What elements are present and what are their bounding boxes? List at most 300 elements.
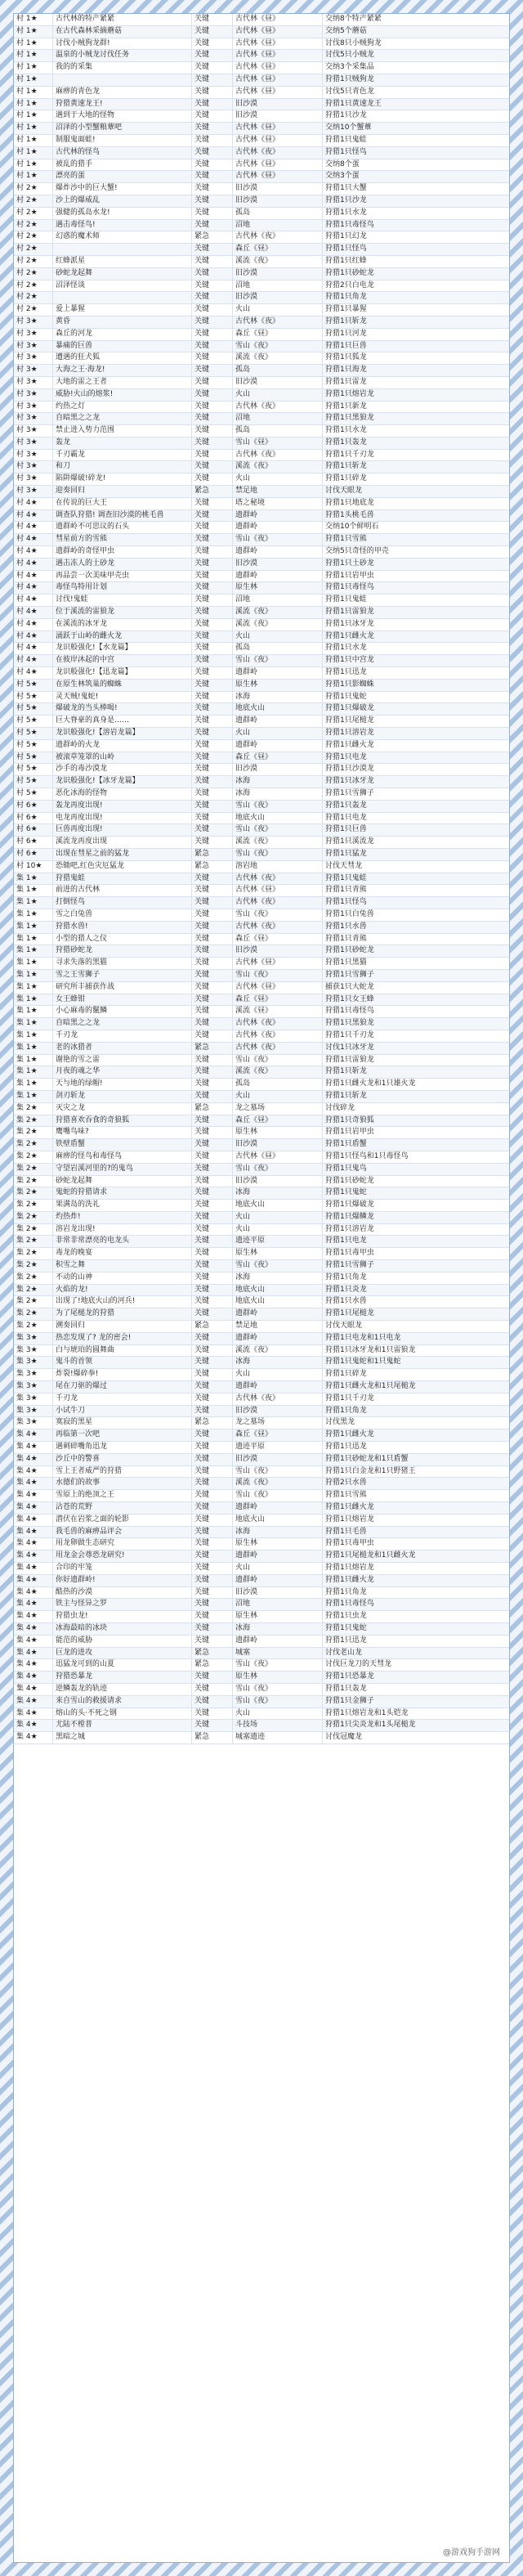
table-row [14, 776, 509, 788]
quest-rank: 村 3★ [14, 341, 53, 352]
quest-map: 地底火山 [233, 813, 323, 824]
quest-type: 关键 [192, 1490, 233, 1501]
quest-title: 沾苍的荒野 [53, 1502, 192, 1514]
quest-rank: 村 5★ [14, 703, 53, 715]
quest-title: 制服鬼面蛙! [53, 135, 192, 146]
quest-rank: 集 2★ [14, 1115, 53, 1127]
table-row [14, 885, 509, 897]
quest-rank: 村 1★ [14, 147, 53, 159]
quest-type: 关键 [192, 1357, 233, 1368]
quest-goal: 狩猎1只虫龙 [325, 1612, 367, 1621]
quest-title: 小试牛刀 [53, 1406, 192, 1417]
table-row [14, 195, 509, 208]
table-row [14, 1224, 509, 1236]
quest-goal: 狩猎1只角龙 [325, 1272, 367, 1281]
quest-type: 关键 [192, 958, 233, 969]
quest-type: 关键 [192, 413, 233, 424]
table-row [14, 922, 509, 934]
quest-type: 关键 [192, 1236, 233, 1247]
quest-map: 火山 [233, 1212, 323, 1223]
table-row [14, 1599, 509, 1611]
quest-title: 火焰的龙! [53, 1285, 192, 1296]
table-row [14, 716, 509, 728]
quest-rank: 村 1★ [14, 123, 53, 134]
quest-type: 关键 [192, 74, 233, 86]
quest-title: 鹰嘴鸟味? [53, 1127, 192, 1138]
quest-title: 鬼蛇的狩猎请求 [53, 1187, 192, 1199]
quest-type: 关键 [192, 389, 233, 401]
table-row [14, 522, 509, 534]
table-row [14, 87, 509, 99]
quest-map: 城塞遗迹 [233, 1732, 323, 1744]
quest-goal: 狩猎1只水龙 [325, 644, 367, 653]
quest-title: 被乱的猎手 [53, 159, 192, 171]
quest-type: 关键 [192, 1527, 233, 1538]
quest-map: 溪流《昼》 [233, 1006, 323, 1017]
quest-goal: 狩猎1只砂蛇龙和1只盾蟹 [325, 1454, 409, 1463]
quest-map: 旧沙漠 [233, 183, 323, 195]
quest-title: 熔山的头·不死之钢 [53, 1708, 192, 1720]
quest-type: 关键 [192, 1406, 233, 1417]
quest-type: 关键 [192, 1466, 233, 1478]
quest-rank: 集 1★ [14, 994, 53, 1006]
quest-rank: 集 2★ [14, 1151, 53, 1163]
quest-type: 紧急 [192, 1103, 233, 1115]
quest-goal: 狩猎1只溪流龙 [325, 837, 374, 846]
quest-title: 冰海最暗的冰块 [53, 1623, 192, 1635]
quest-map: 遗群岭 [233, 1381, 323, 1393]
quest-rank: 集 1★ [14, 1079, 53, 1090]
quest-map: 龙之墓场 [233, 1103, 323, 1115]
quest-title: 在原生林筑巢的蜘蛛 [53, 680, 192, 691]
quest-map: 火山 [233, 304, 323, 316]
quest-title: 电龙再度出现! [53, 813, 192, 824]
quest-title: 爆破龙的当头棒喝! [53, 703, 192, 715]
quest-map: 溪流《夜》 [233, 1478, 323, 1489]
quest-map: 冰海 [233, 1187, 323, 1199]
quest-goal: 狩猎1只爆破龙 [325, 1200, 374, 1209]
quest-rank: 集 4★ [14, 1659, 53, 1671]
table-row [14, 824, 509, 837]
table-row [14, 1708, 509, 1721]
table-row [14, 1066, 509, 1079]
quest-type: 关键 [192, 1006, 233, 1017]
table-row [14, 438, 509, 450]
quest-rank: 村 6★ [14, 837, 53, 848]
quest-title: 讨伐!鬼蛙 [53, 595, 192, 606]
quest-map: 火山 [233, 1224, 323, 1236]
quest-type: 关键 [192, 1079, 233, 1090]
quest-type: 关键 [192, 1187, 233, 1199]
table-row [14, 982, 509, 994]
quest-map: 遗群岭 [233, 740, 323, 752]
quest-map: 古代林《夜》 [233, 402, 323, 413]
quest-goal: 狩猎1只电龙 [325, 752, 367, 761]
quest-map: 古代林《昼》 [233, 62, 323, 74]
table-row [14, 1672, 509, 1684]
quest-rank: 集 2★ [14, 1321, 53, 1332]
table-row [14, 220, 509, 232]
quest-title: 灭灾之龙 [53, 1103, 192, 1115]
quest-goal: 狩猎1只千刃龙 [325, 450, 374, 459]
table-row [14, 1236, 509, 1248]
quest-goal: 讨伐冠魔龙 [325, 1733, 363, 1742]
quest-goal: 狩猎1只冰牙龙 [325, 619, 374, 628]
quest-map: 溪流《夜》 [233, 1066, 323, 1078]
quest-title: 果满岛的洗礼 [53, 1200, 192, 1211]
quest-type: 关键 [192, 1260, 233, 1272]
quest-title: 爱上暴猩 [53, 304, 192, 316]
quest-rank: 村 3★ [14, 473, 53, 485]
quest-goal: 狩猎1只鬼蛙 [325, 873, 367, 882]
quest-title: 千刃霸龙 [53, 450, 192, 461]
quest-type: 关键 [192, 220, 233, 231]
quest-rank: 集 4★ [14, 1708, 53, 1720]
quest-goal: 交纳10个蟹蕈 [325, 123, 372, 132]
quest-rank: 村 5★ [14, 692, 53, 703]
quest-type: 关键 [192, 1393, 233, 1405]
table-row [14, 1345, 509, 1358]
table-row [14, 1248, 509, 1260]
table-row [14, 110, 509, 123]
quest-goal: 狩猎1只水兽 [325, 922, 367, 931]
quest-rank: 村 6★ [14, 849, 53, 860]
quest-type: 关键 [192, 183, 233, 195]
quest-title: 在溪流的冰牙龙 [53, 619, 192, 631]
table-row [14, 1659, 509, 1672]
quest-type: 关键 [192, 1091, 233, 1102]
quest-title: 遗群岭的奇怪甲虫 [53, 546, 192, 558]
quest-title: 狩猎鬼蛙 [53, 873, 192, 885]
quest-title: 红蜂派星 [53, 256, 192, 267]
quest-type: 关键 [192, 1502, 233, 1514]
quest-map: 古代林《昼》 [233, 135, 323, 146]
quest-map: 遗群岭 [233, 1502, 323, 1514]
quest-map: 冰海 [233, 1272, 323, 1284]
table-row [14, 147, 509, 159]
quest-type: 关键 [192, 147, 233, 159]
table-row [14, 1417, 509, 1429]
quest-type: 关键 [192, 123, 233, 134]
table-row [14, 1369, 509, 1381]
quest-goal: 狩猎1只雪熊 [325, 1491, 367, 1500]
table-row [14, 619, 509, 631]
quest-goal: 狩猎1只水兽 [325, 1297, 367, 1306]
quest-goal: 狩猎1只幻龙 [325, 232, 367, 241]
quest-goal: 狩猎1只角龙 [325, 1406, 367, 1415]
quest-title: 天与地的绿帽! [53, 1079, 192, 1090]
table-row [14, 1308, 509, 1321]
quest-rank: 村 1★ [14, 50, 53, 61]
quest-map: 雪山《夜》 [233, 1164, 323, 1175]
table-row [14, 945, 509, 958]
table-row [14, 994, 509, 1007]
quest-map: 古代林《昼》 [233, 87, 323, 98]
table-row [14, 1357, 509, 1369]
quest-type: 关键 [192, 643, 233, 654]
quest-rank: 村 4★ [14, 667, 53, 679]
quest-map: 雪山《夜》 [233, 1055, 323, 1066]
table-row [14, 1648, 509, 1660]
quest-map: 遗群岭 [233, 1333, 323, 1344]
quest-type: 关键 [192, 1381, 233, 1393]
quest-title: 剑刃斩龙 [53, 1091, 192, 1102]
quest-map: 火山 [233, 631, 323, 643]
quest-goal: 狩猎1只角龙 [325, 1587, 367, 1596]
quest-type: 关键 [192, 837, 233, 848]
quest-type: 关键 [192, 1720, 233, 1731]
quest-map: 旧沙漠 [233, 1406, 323, 1417]
quest-rank: 集 3★ [14, 1417, 53, 1429]
quest-goal: 狩猎1只雌火龙 [325, 740, 374, 749]
quest-type: 关键 [192, 1139, 233, 1151]
quest-map: 冰海 [233, 776, 323, 788]
quest-rank: 村 3★ [14, 352, 53, 364]
table-row [14, 1333, 509, 1345]
quest-title: 用龙卵做生态研究 [53, 1538, 192, 1550]
quest-map: 雪山《夜》 [233, 1684, 323, 1695]
quest-rank: 集 2★ [14, 1260, 53, 1272]
quest-rank: 村 4★ [14, 607, 53, 618]
quest-rank: 集 4★ [14, 1551, 53, 1562]
quest-goal: 狩猎1只雪狮子 [325, 1261, 374, 1270]
quest-goal: 狩猎1只毒怪鸟 [325, 220, 374, 229]
quest-title: 积雪之舞 [53, 1260, 192, 1272]
quest-title: 彗星前方的雪熊 [53, 534, 192, 545]
quest-map: 冰海 [233, 692, 323, 703]
table-row [14, 231, 509, 244]
quest-goal: 狩猎1只尾槌龙和1只雌火龙 [325, 1551, 416, 1560]
quest-goal: 狩猎1只黑狼龙 [325, 414, 374, 423]
quest-title: 你好遗群岭! [53, 1575, 192, 1586]
quest-rank: 村 3★ [14, 425, 53, 437]
quest-goal: 狩猎1只女王蜂 [325, 994, 374, 1003]
quest-map: 火山 [233, 1563, 323, 1574]
quest-goal: 狩猎1只轰龙 [325, 801, 367, 810]
quest-map: 塔之秘境 [233, 498, 323, 509]
quest-title: 用龙金会尊恐龙研究! [53, 1551, 192, 1562]
quest-rank: 集 4★ [14, 1599, 53, 1610]
quest-type: 关键 [192, 1308, 233, 1320]
quest-goal: 狩猎1只熔岩龙 [325, 1564, 374, 1572]
quest-type: 关键 [192, 1127, 233, 1138]
quest-title: 被滚草笼罩的山岭 [53, 752, 192, 764]
quest-goal: 狩猎1只鬼蛇 [325, 1623, 367, 1632]
quest-map: 遗群岭 [233, 1308, 323, 1320]
quest-type: 关键 [192, 1611, 233, 1622]
quest-type: 关键 [192, 873, 233, 885]
quest-rank: 集 4★ [14, 1454, 53, 1465]
quest-goal: 狩猎1只熔岩龙 [325, 1515, 374, 1524]
quest-map: 古代林《夜》 [233, 1043, 323, 1054]
quest-goal: 狩猎1只尾槌龙 [325, 716, 374, 725]
quest-rank: 村 4★ [14, 522, 53, 533]
quest-type: 关键 [192, 244, 233, 255]
quest-title: 轰龙再度出现! [53, 801, 192, 812]
quest-goal: 狩猎1只怪鸟 [325, 245, 367, 254]
quest-rank: 集 1★ [14, 1066, 53, 1078]
quest-map: 旧沙漠 [233, 110, 323, 122]
quest-rank: 集 3★ [14, 1333, 53, 1344]
quest-map: 溪流《夜》 [233, 352, 323, 364]
quest-type: 关键 [192, 607, 233, 618]
table-row [14, 498, 509, 510]
quest-rank: 集 3★ [14, 1406, 53, 1417]
quest-rank: 村 5★ [14, 776, 53, 788]
quest-type: 关键 [192, 655, 233, 666]
quest-goal: 狩猎1只鬼蛇 [325, 1188, 367, 1197]
quest-title: 位于溪流的雷狼龙 [53, 607, 192, 618]
table-row [14, 1091, 509, 1103]
quest-type: 关键 [192, 171, 233, 182]
quest-type: 关键 [192, 1018, 233, 1030]
quest-map: 原生林 [233, 1672, 323, 1683]
quest-type: 关键 [192, 38, 233, 50]
quest-type: 关键 [192, 1587, 233, 1599]
quest-rank: 村 5★ [14, 680, 53, 691]
quest-goal: 狩猎1只怪鸟和1只毒怪鸟 [325, 1151, 409, 1160]
quest-map: 雪山《夜》 [233, 801, 323, 812]
quest-rank: 村 2★ [14, 183, 53, 195]
quest-rank: 集 1★ [14, 897, 53, 909]
quest-type: 紧急 [192, 1321, 233, 1332]
quest-goal: 讨伐8只小贼狗龙 [325, 38, 382, 47]
quest-map: 遗迹平原 [233, 1236, 323, 1247]
table-row [14, 1115, 509, 1128]
quest-map: 原生林 [233, 1611, 323, 1622]
quest-goal: 狩猎1只沙龙 [325, 111, 367, 120]
quest-rank: 集 2★ [14, 1103, 53, 1115]
table-row [14, 897, 509, 909]
table-row [14, 1429, 509, 1442]
quest-title: 寻求失落的黑猫 [53, 958, 192, 969]
quest-goal: 狩猎1只砂蛇龙 [325, 946, 374, 955]
quest-title: 守望岩溪河里的?的鬼鸟 [53, 1164, 192, 1175]
quest-title: 打倒怪鸟 [53, 897, 192, 909]
quest-rank: 村 5★ [14, 740, 53, 752]
quest-goal: 狩猎1只毛兽 [325, 1527, 367, 1536]
quest-map: 森丘《昼》 [233, 994, 323, 1006]
quest-map: 沼地 [233, 413, 323, 424]
quest-type: 关键 [192, 1066, 233, 1078]
quest-type: 关键 [192, 1672, 233, 1683]
quest-rank: 集 3★ [14, 1369, 53, 1380]
quest-rank: 集 2★ [14, 1164, 53, 1175]
quest-goal: 狩猎1只毒甲虫 [325, 1539, 374, 1548]
quest-type: 关键 [192, 1429, 233, 1441]
quest-title: 陷阱爆破!碎龙! [53, 473, 192, 485]
quest-rank: 集 4★ [14, 1684, 53, 1695]
table-row [14, 99, 509, 111]
quest-map: 古代林《夜》 [233, 450, 323, 461]
quest-type: 关键 [192, 1164, 233, 1175]
quest-type: 关键 [192, 498, 233, 509]
table-row [14, 680, 509, 692]
table-row [14, 1442, 509, 1454]
quest-map: 古代林《昼》 [233, 123, 323, 134]
quest-goal: 狩猎1只雷狼龙 [325, 1055, 374, 1064]
quest-type: 关键 [192, 402, 233, 413]
quest-title: 灼热炸! [53, 1212, 192, 1223]
quest-goal: 狩猎1只奇狼狐 [325, 1115, 374, 1124]
table-row [14, 861, 509, 873]
quest-goal: 狩猎1只海龙 [325, 366, 367, 375]
table-row [14, 1139, 509, 1151]
quest-title: 再临第一次吧 [53, 1429, 192, 1441]
table-row [14, 1103, 509, 1115]
quest-title: 小型的猎人之仪 [53, 934, 192, 945]
quest-goal: 狩猎1只斩龙 [325, 316, 367, 325]
quest-rank: 村 5★ [14, 788, 53, 800]
quest-rank: 集 1★ [14, 1055, 53, 1066]
quest-rank: 集 4★ [14, 1442, 53, 1453]
quest-type: 关键 [192, 1248, 233, 1259]
quest-title: 谢艳的雪之雷 [53, 1055, 192, 1066]
quest-title: 在古代森林采摘蘑菇 [53, 26, 192, 38]
quest-title: 雪上王者威严的狩猎 [53, 1466, 192, 1478]
table-row [14, 764, 509, 776]
quest-title: 自暗黑之之龙 [53, 413, 192, 424]
table-row [14, 1515, 509, 1527]
table-row [14, 1466, 509, 1479]
quest-type: 关键 [192, 352, 233, 364]
quest-map: 孤岛 [233, 1079, 323, 1090]
quest-map: 森丘《昼》 [233, 752, 323, 764]
quest-title: 古代林的怪鸟 [53, 147, 192, 159]
quest-title: 约热之灯 [53, 402, 192, 413]
table-row [14, 486, 509, 498]
quest-map: 古代林《夜》 [233, 316, 323, 328]
quest-map: 遗群岭 [233, 510, 323, 522]
quest-goal: 狩猎1只大蟹 [325, 184, 367, 193]
quest-rank: 村 3★ [14, 438, 53, 449]
table-row [14, 183, 509, 195]
quest-map: 旧沙漠 [233, 292, 323, 303]
quest-rank: 集 4★ [14, 1672, 53, 1683]
quest-goal: 狩猎1只水龙 [325, 426, 367, 435]
table-row [14, 1563, 509, 1575]
quest-goal: 狩猎1只斩龙 [325, 1067, 367, 1076]
quest-map: 旧沙漠 [233, 1176, 323, 1187]
quest-title: 毒龙的晚宴 [53, 1248, 192, 1259]
quest-goal: 狩猎1只尖炎龙和1头尾槌龙 [325, 1721, 416, 1730]
table-row [14, 970, 509, 982]
table-row [14, 510, 509, 523]
quest-rank: 村 3★ [14, 365, 53, 376]
quest-goal: 狩猎1只爆鳞龙 [325, 1212, 374, 1221]
quest-map: 古代林《昼》 [233, 958, 323, 969]
quest-title: 热恋发现了? 龙的密会! [53, 1333, 192, 1344]
quest-goal: 狩猎1只鬼蛇和1只鬼蛇 [325, 1358, 401, 1367]
quest-map: 旧沙漠 [233, 99, 323, 110]
quest-title: 溯奏回归 [53, 1321, 192, 1332]
quest-rank: 集 2★ [14, 1272, 53, 1284]
quest-type: 关键 [192, 1563, 233, 1574]
quest-goal: 狩猎1只电龙 [325, 813, 367, 822]
table-row [14, 1502, 509, 1515]
quest-map: 遗群岭 [233, 546, 323, 558]
quest-goal: 狩猎1只雌火龙 [325, 1575, 374, 1584]
quest-map: 溪流《夜》 [233, 256, 323, 267]
quest-map: 沼地 [233, 220, 323, 231]
quest-title: 黄昏 [53, 316, 192, 328]
quest-rank: 村 2★ [14, 304, 53, 316]
table-row [14, 413, 509, 425]
quest-type: 关键 [192, 740, 233, 752]
quest-rank: 村 2★ [14, 208, 53, 219]
quest-map: 原生林 [233, 582, 323, 594]
quest-title: 非常非常漂亮的电龙头 [53, 1236, 192, 1247]
